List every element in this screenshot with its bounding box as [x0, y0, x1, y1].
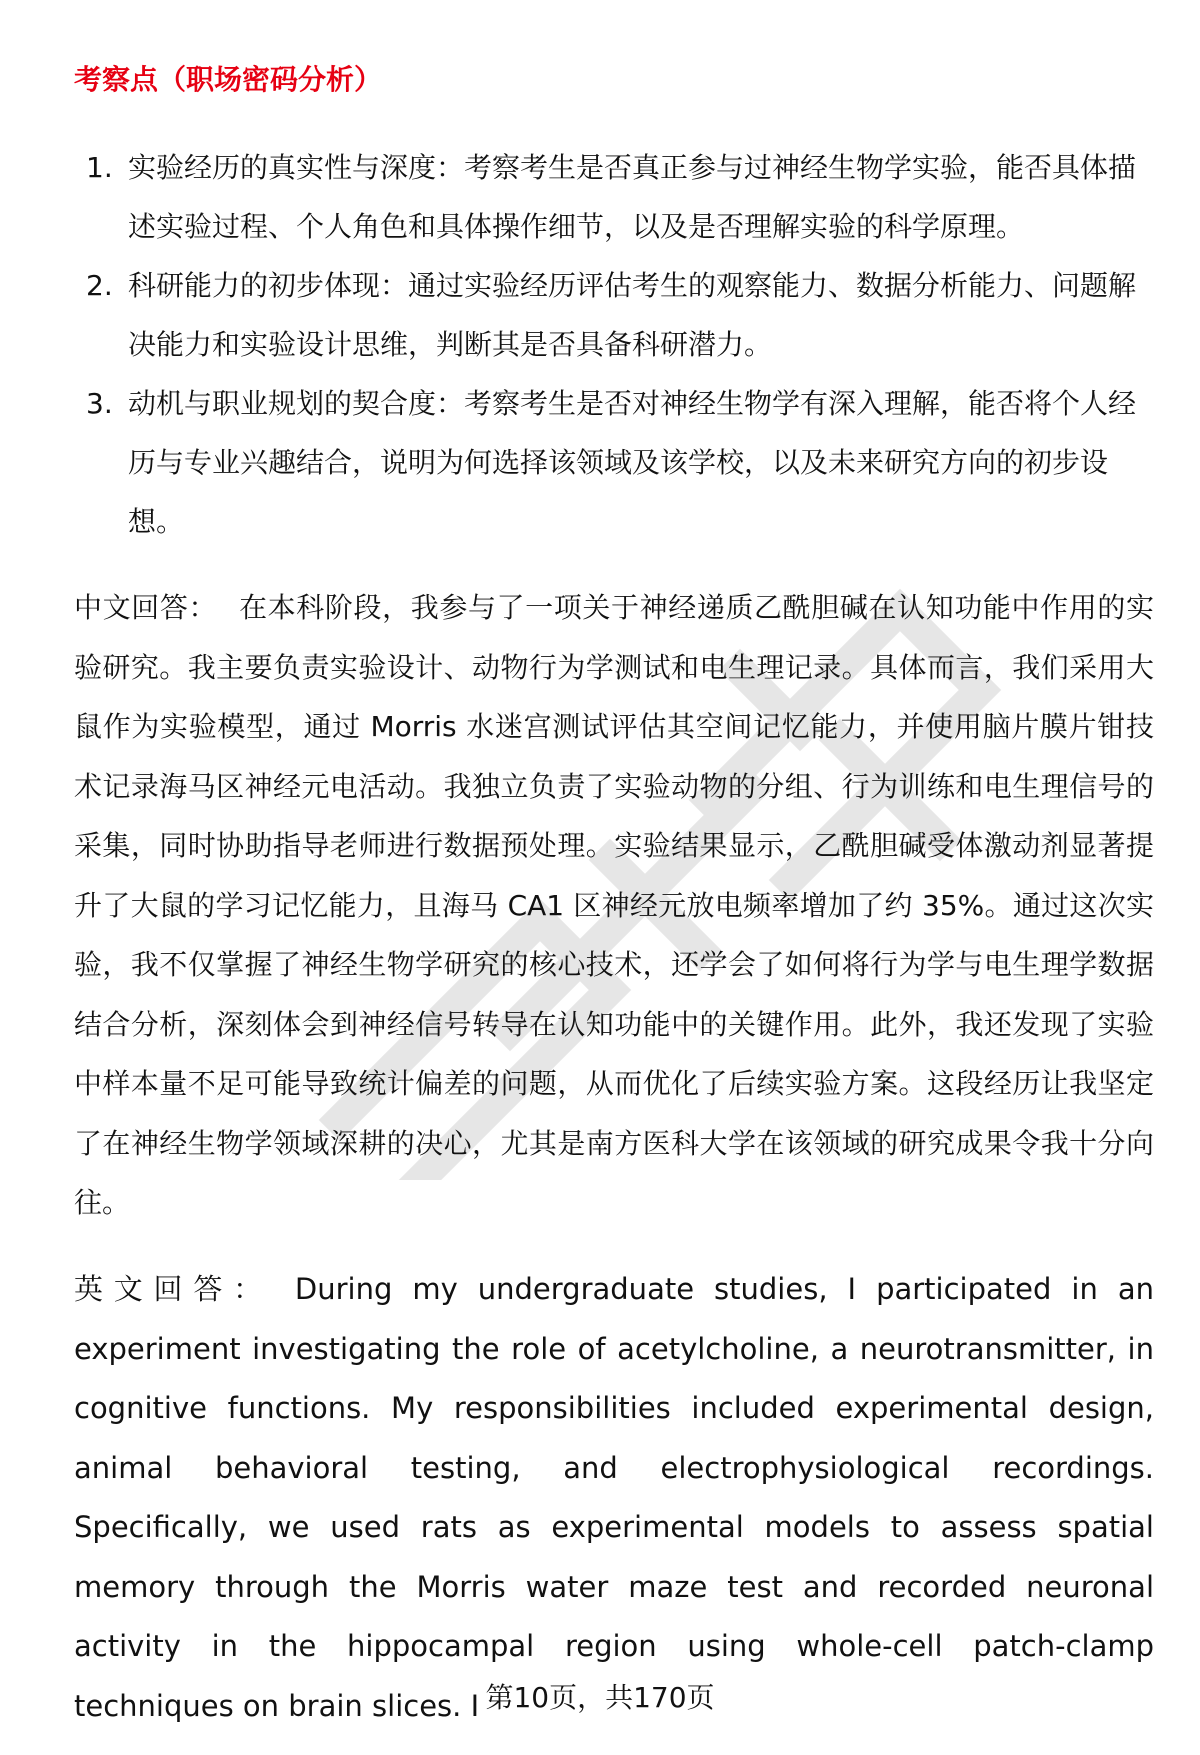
assessment-points-list: [0, 138, 1200, 551]
list-item: [0, 256, 1200, 374]
list-item-number: 3.: [86, 387, 113, 420]
chinese-answer-label: 中文回答：: [74, 591, 218, 624]
chinese-answer-paragraph: [74, 578, 1154, 1233]
section-heading: 考察点（职场密码分析）: [74, 63, 383, 96]
list-item: [0, 138, 1200, 256]
list-item-number: 1.: [86, 151, 113, 184]
english-answer-text: During my undergraduate studies, I participated in an experiment investigating the role of acetylcholine, a neurotransmitter, in cognitive functions. My responsibilities included experimental design, animal behavioral testing, and electrophysiological recordings. Specifically, we used rats as experimental models to assess spatial memory through the Morris water maze test and recorded neuronal activity in the hippocampal region using whole-cell patch-clamp techniques on brain slices. I: [74, 1272, 1154, 1723]
list-item-text: 动机与职业规划的契合度：考察考生是否对神经生物学有深入理解，能否将个人经历与专业兴趣结合，说明为何选择该领域及该学校，以及未来研究方向的初步设想。: [128, 387, 1137, 538]
english-answer-label: 英文回答：: [74, 1272, 273, 1306]
list-item-number: 2.: [86, 269, 113, 302]
chinese-answer-text: 在本科阶段，我参与了一项关于神经递质乙酰胆碱在认知功能中作用的实验研究。我主要负责实验设计、动物行为学测试和电生理记录。具体而言，我们采用大鼠作为实验模型，通过 Morris 水迷宫测试评估其空间记忆能力，并使用脑片膜片钳技术记录海马区神经元电活动。我独立负责了实验动物的分组、行为训练和电生理信号的采集，同时协助指导老师进行数据预处理。实验结果显示，乙酰胆碱受体激动剂显著提升了大鼠的学习记忆能力，且海马 CA1 区神经元放电频率增加了约 35%。通过这次实验，我不仅掌握了神经生物学研究的核心技术，还学会了如何将行为学与电生理学数据结合分析，深刻体会到神经信号转导在认知功能中的关键作用。此外，我还发现了实验中样本量不足可能导致统计偏差的问题，从而优化了后续实验方案。这段经历让我坚定了在神经生物学领域深耕的决心，尤其是南方医科大学在该领域的研究成果令我十分向往。: [74, 591, 1154, 1219]
list-item-text: 科研能力的初步体现：通过实验经历评估考生的观察能力、数据分析能力、问题解决能力和实验设计思维，判断其是否具备科研潜力。: [128, 269, 1137, 361]
list-item-text: 实验经历的真实性与深度：考察考生是否真正参与过神经生物学实验，能否具体描述实验过程、个人角色和具体操作细节，以及是否理解实验的科学原理。: [128, 151, 1137, 243]
english-answer-paragraph: [74, 1260, 1154, 1736]
list-item: [0, 374, 1200, 551]
page-indicator: 第10页，共170页: [485, 1681, 715, 1714]
